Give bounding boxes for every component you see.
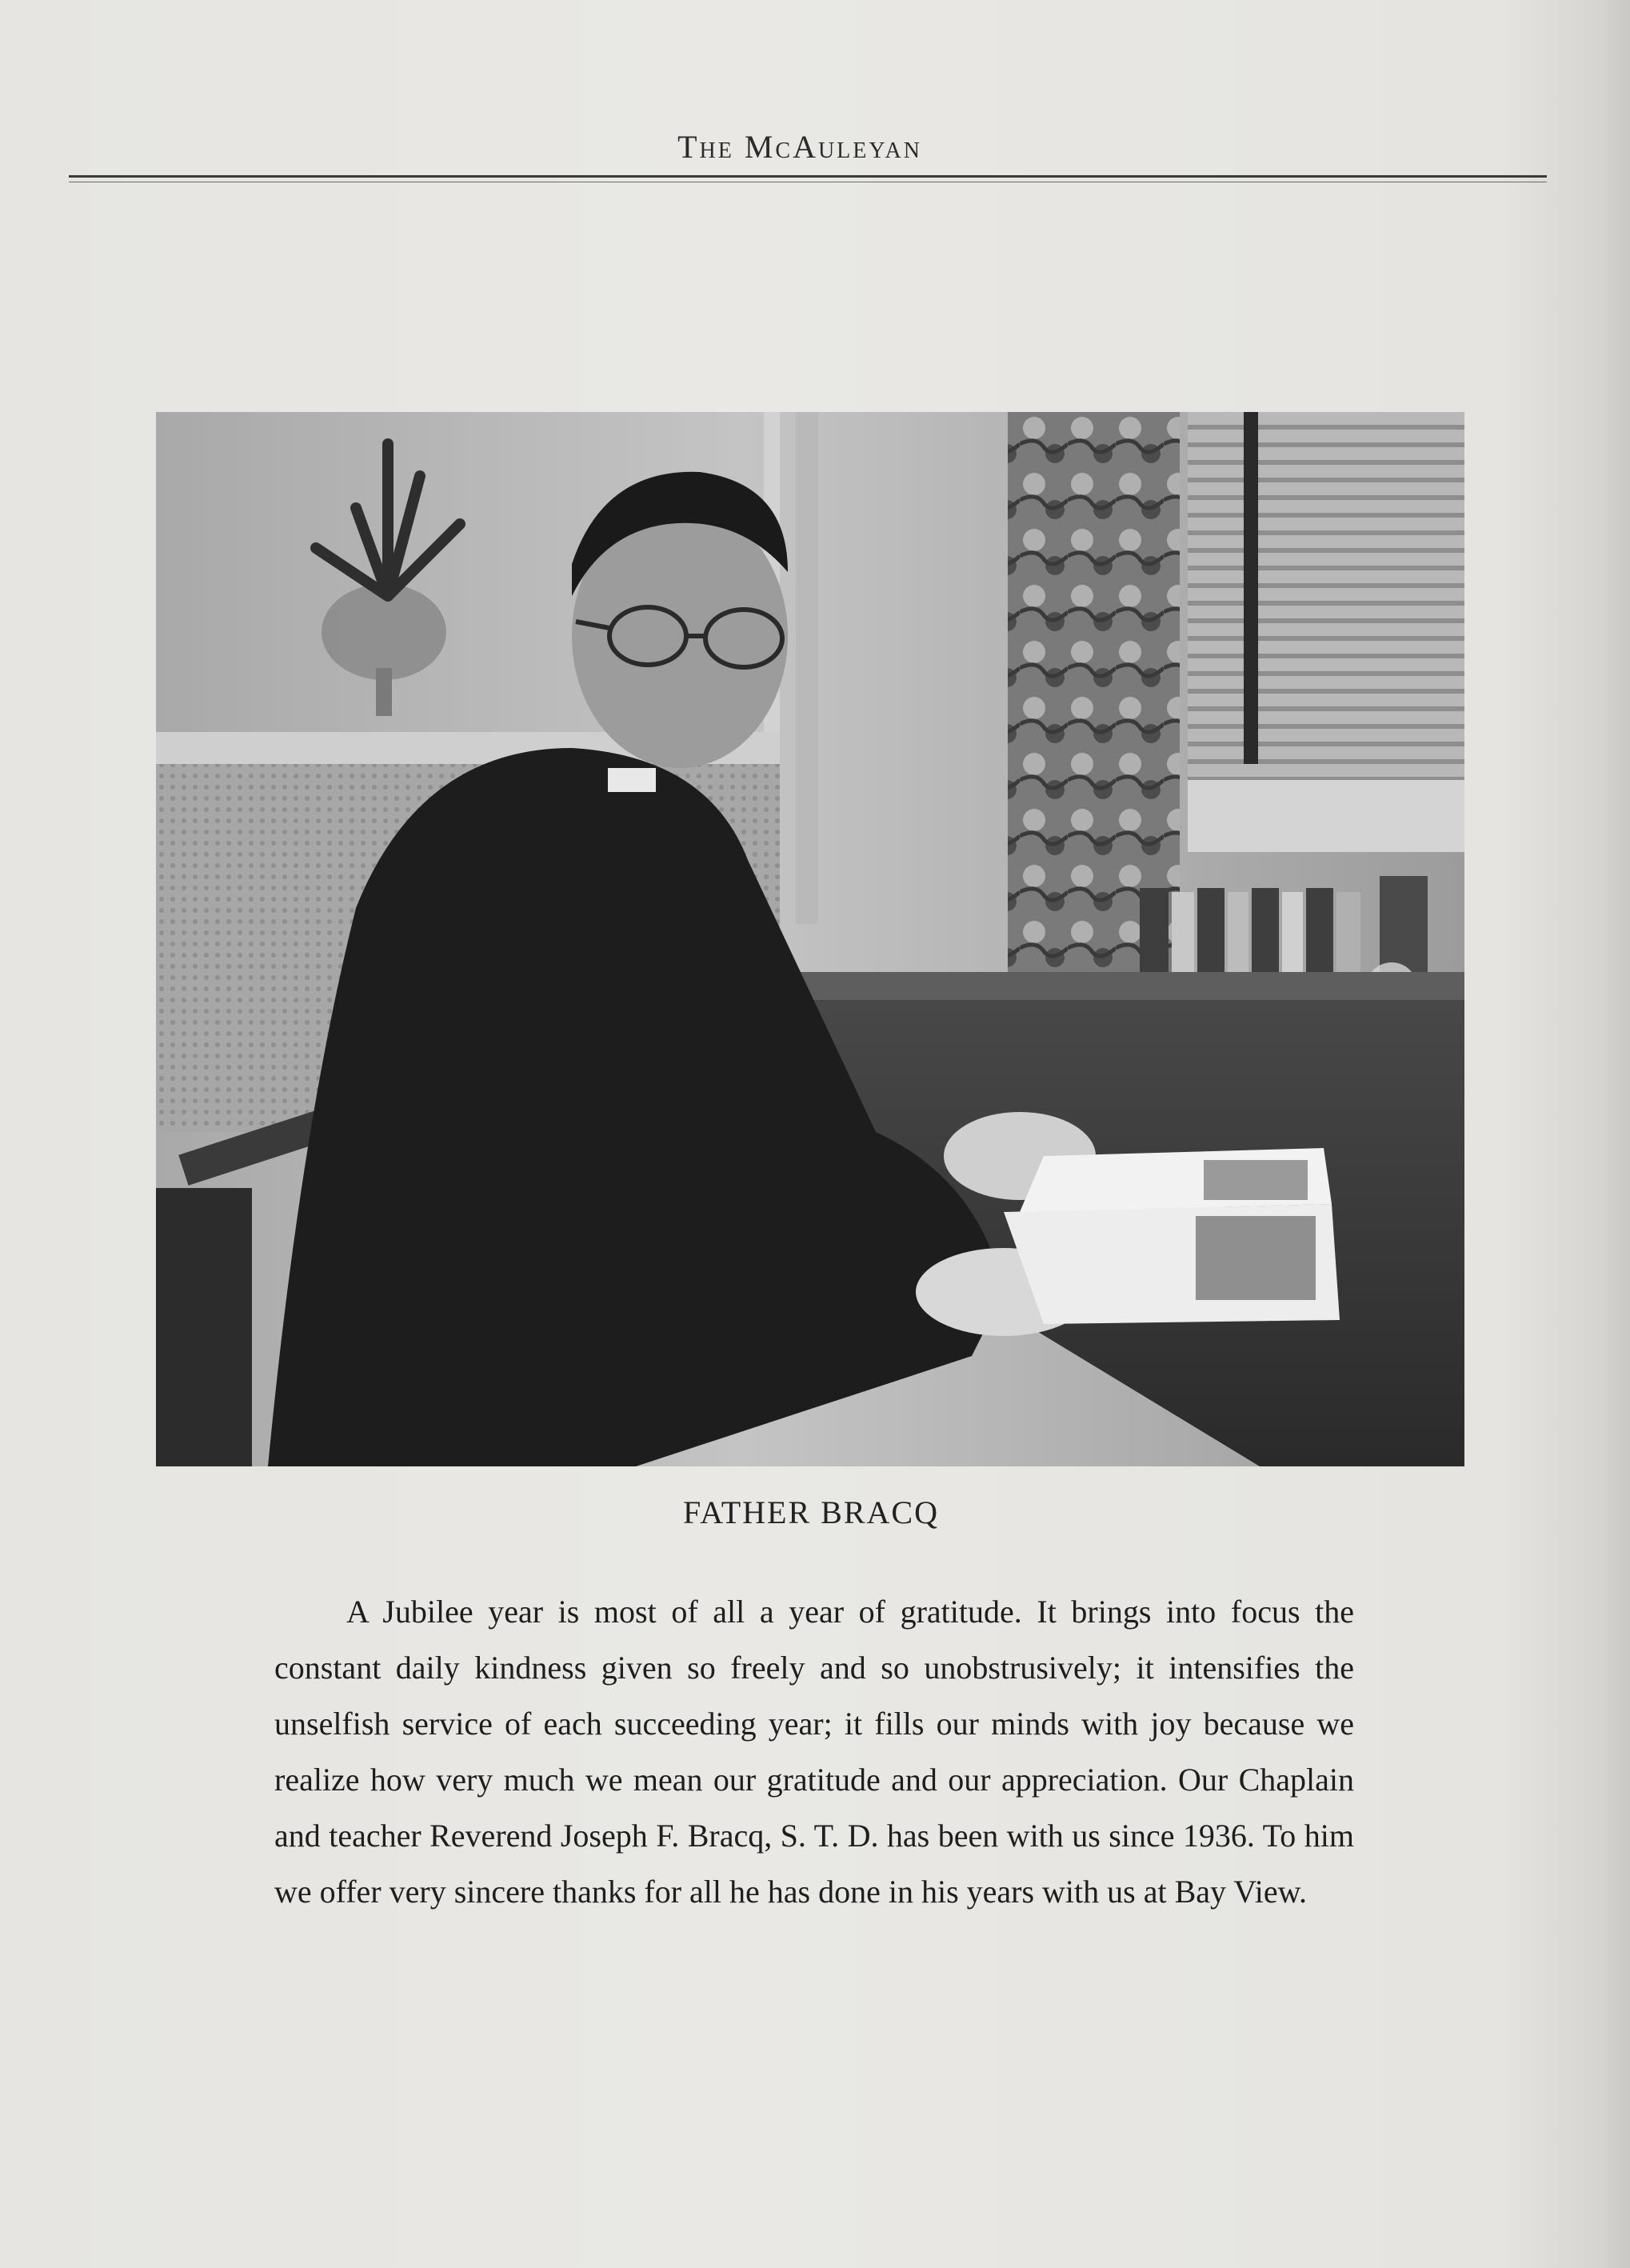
portrait-photo-image: [156, 412, 1464, 1466]
running-head-title: The McAuleyan: [677, 129, 922, 165]
header-rule: [69, 175, 1547, 178]
portrait-photo: [156, 412, 1464, 1466]
article-paragraph: A Jubilee year is most of all a year of gratitude. It brings into focus the constant daily kindness given so freely and so unobstrusively; it intensifies the unselfish service of each succeeding year; it fills our minds with joy because we realize how very much we mean our gratitude and our appreciation. Our Chaplain and teacher Reverend Joseph F. Bracq, S. T. D. has been with us since 1936. To him we offer very sincere thanks for all he has done in his years with us at Bay View.: [274, 1594, 1354, 1910]
photo-caption: FATHER BRACQ: [683, 1494, 939, 1530]
